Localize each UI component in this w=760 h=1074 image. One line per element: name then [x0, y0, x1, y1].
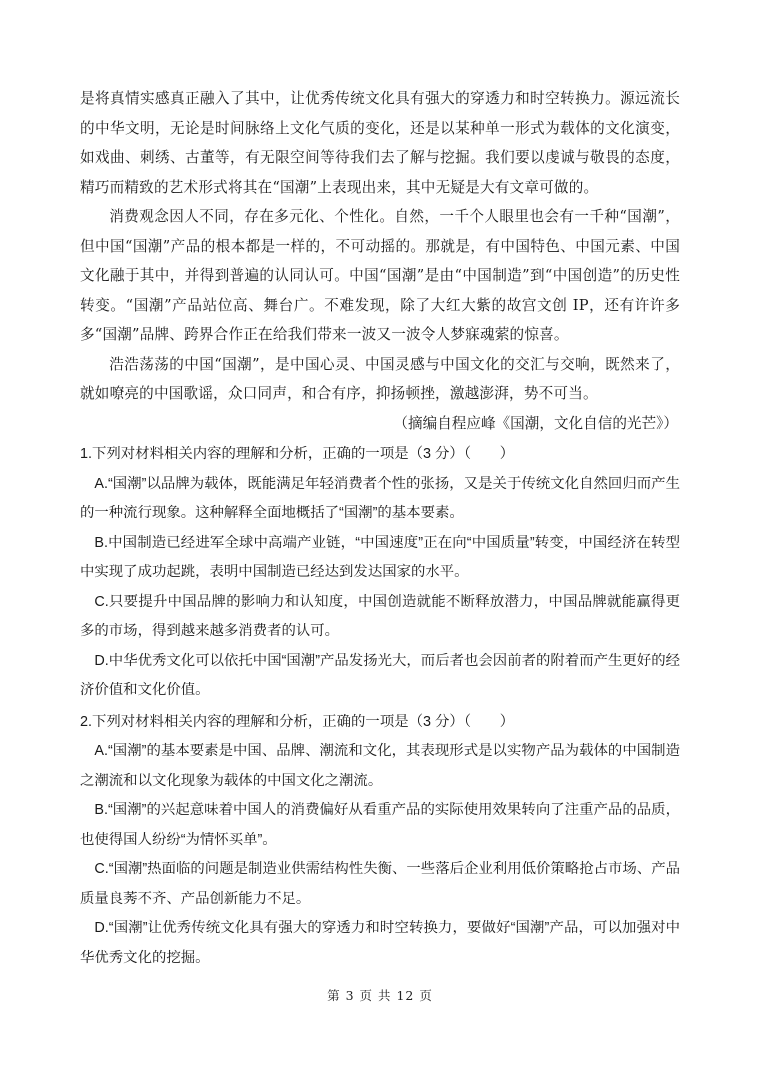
question-1: [80, 440, 680, 706]
option-b: B.“国潮”的兴起意味着中国人的消费偏好从看重产品的实际使用效果转向了注重产品的品质，也使得国人纷纷“为情怀买单”。: [80, 802, 680, 848]
passage-paragraph-3: 浩浩荡荡的中国“国潮”，是中国心灵、中国灵感与中国文化的交汇与交响，既然来了，就如嘹亮的中国歌谣，众口同声，和合有序，抑扬顿挫，激越澎湃，势不可当。: [80, 355, 680, 402]
option-d: D.中华优秀文化可以依托中国“国潮”产品发扬光大，而后者也会因前者的附着而产生更好的经济价值和文化价值。: [80, 652, 680, 698]
option-c: C.“国潮”热面临的问题是制造业供需结构性失衡、一些落后企业利用低价策略抢占市场、产品质量良莠不齐、产品创新能力不足。: [80, 861, 680, 907]
passage-paragraph-2: 消费观念因人不同，存在多元化、个性化。自然，一千个人眼里也会有一千种“国潮”，但中国“国潮”产品的根本都是一样的，不可动摇的。那就是，有中国特色、中国元素、中国文化融于其中，并得到普遍的认同认可。中国“国潮”是由“中国制造”到“中国创造”的历史性转变。“国潮”产品站位高、舞台广。不难发现，除了大红大紫的故宫文创 IP，还有许许多多“国潮”品牌、跨界合作正在给我们带来一波又一波令人梦寐魂萦的惊喜。: [80, 208, 680, 343]
question-stem: 1.下列对材料相关内容的理解和分析，正确的一项是（3 分）（ ）: [80, 446, 515, 462]
option-a: A.“国潮”的基本要素是中国、品牌、潮流和文化，其表现形式是以实物产品为载体的中国制造之潮流和以文化现象为载体的中国文化之潮流。: [80, 743, 680, 789]
option-b: B.中国制造已经进军全球中高端产业链，“中国速度”正在向“中国质量”转变，中国经济在转型中实现了成功起跳，表明中国制造已经达到发达国家的水平。: [80, 534, 680, 580]
exam-page: [80, 84, 680, 973]
passage-source: （摘编自程应峰《国潮，文化自信的光芒》）: [393, 414, 678, 432]
page-number-footer: 第 3 页 共 12 页: [327, 988, 433, 1003]
question-2: [80, 708, 680, 974]
passage-paragraph-1: 是将真情实感真正融入了其中，让优秀传统文化具有强大的穿透力和时空转换力。源远流长的中华文明，无论是时间脉络上文化气质的变化，还是以某种单一形式为载体的文化演变，如戏曲、刺绣、古董等，有无限空间等待我们去了解与挖掘。我们要以虔诚与敬畏的态度，精巧而精致的艺术形式将其在“国潮”上表现出来，其中无疑是大有文章可做的。: [80, 90, 680, 196]
option-d: D.“国潮”让优秀传统文化具有强大的穿透力和时空转换力，要做好“国潮”产品，可以加强对中华优秀文化的挖掘。: [80, 920, 680, 966]
option-c: C.只要提升中国品牌的影响力和认知度，中国创造就能不断释放潜力，中国品牌就能赢得更多的市场，得到越来越多消费者的认可。: [80, 593, 680, 639]
option-a: A.“国潮”以品牌为载体，既能满足年轻消费者个性的张扬，又是关于传统文化自然回归而产生的一种流行现象。这种解释全面地概括了“国潮”的基本要素。: [80, 475, 680, 521]
question-stem: 2.下列对材料相关内容的理解和分析，正确的一项是（3 分）（ ）: [80, 713, 515, 730]
